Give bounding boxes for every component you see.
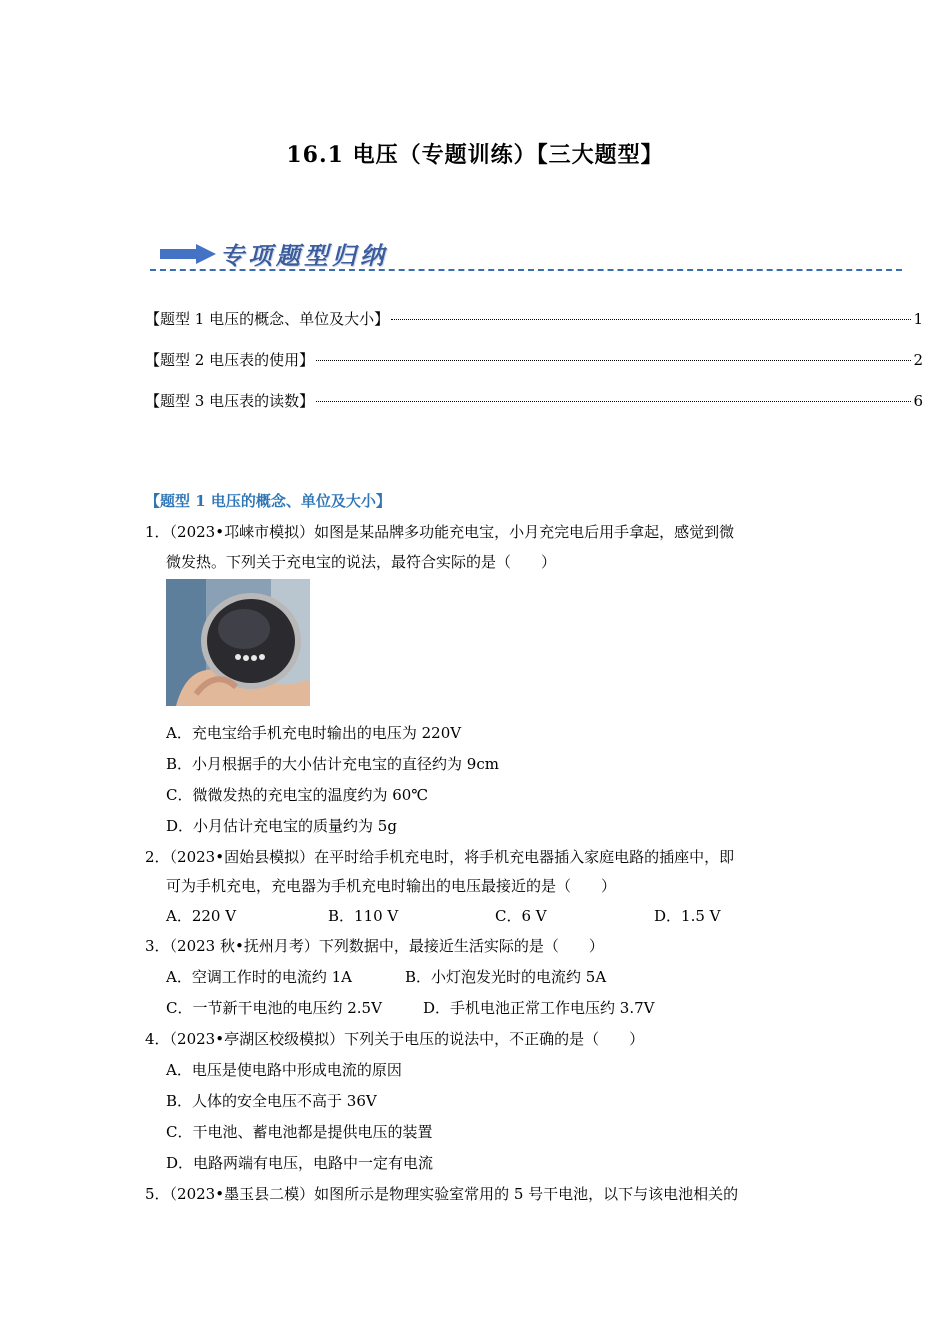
toc-entry-3[interactable] — [145, 390, 923, 412]
question-3-stem: 3．（2023 秋•抚州月考）下列数据中，最接近生活实际的是（ ） — [145, 937, 604, 955]
toc-leader-dots — [316, 360, 911, 361]
toc-page-number: 2 — [913, 351, 923, 369]
page-title: 16.1 电压（专题训练）【三大题型】 — [286, 142, 664, 168]
question-4-option-b[interactable]: B．人体的安全电压不高于 36V — [166, 1092, 377, 1110]
question-1-option-c[interactable]: C．微微发热的充电宝的温度约为 60℃ — [166, 786, 429, 804]
question-2-stem-cont: 可为手机充电，充电器为手机充电时输出的电压最接近的是（ ） — [166, 877, 617, 895]
banner-divider — [150, 269, 902, 271]
toc-page-number: 1 — [913, 310, 923, 328]
question-4-option-d[interactable]: D．电路两端有电压，电路中一定有电流 — [166, 1154, 434, 1172]
toc-entry-label[interactable]: 【题型 3 电压表的读数】 — [145, 392, 315, 410]
question-2-option-b[interactable]: B．110 V — [328, 907, 399, 925]
question-4-option-c[interactable]: C．干电池、蓄电池都是提供电压的装置 — [166, 1123, 433, 1141]
arrow-right-icon — [160, 244, 216, 264]
question-2-option-a[interactable]: A．220 V — [166, 907, 237, 925]
question-3-option-b[interactable]: B．小灯泡发光时的电流约 5A — [405, 968, 607, 986]
question-3-option-a[interactable]: A．空调工作时的电流约 1A — [166, 968, 352, 986]
question-2-option-c[interactable]: C．6 V — [495, 907, 547, 925]
question-1-option-b[interactable]: B．小月根据手的大小估计充电宝的直径约为 9cm — [166, 755, 499, 773]
toc-entry-1[interactable] — [145, 308, 923, 330]
section-heading: 【题型 1 电压的概念、单位及大小】 — [145, 492, 391, 510]
question-4-option-a[interactable]: A．电压是使电路中形成电流的原因 — [166, 1061, 402, 1079]
toc-page-number: 6 — [913, 392, 923, 410]
question-1-stem-cont: 微发热。下列关于充电宝的说法，最符合实际的是（ ） — [166, 553, 557, 571]
toc-entry-label[interactable]: 【题型 1 电压的概念、单位及大小】 — [145, 310, 390, 328]
question-4-stem: 4．（2023•亭湖区校级模拟）下列关于电压的说法中，不正确的是（ ） — [145, 1030, 645, 1048]
question-3-option-c[interactable]: C．一节新干电池的电压约 2.5V — [166, 999, 382, 1017]
toc-leader-dots — [316, 401, 911, 402]
question-1-stem: 1．（2023•邛崃市模拟）如图是某品牌多功能充电宝，小月充完电后用手拿起，感觉到微 — [145, 523, 735, 541]
question-1-option-a[interactable]: A．充电宝给手机充电时输出的电压为 220V — [166, 724, 462, 742]
toc-leader-dots — [391, 319, 911, 320]
question-2-option-d[interactable]: D．1.5 V — [654, 907, 721, 925]
question-3-option-d[interactable]: D．手机电池正常工作电压约 3.7V — [423, 999, 655, 1017]
question-5-stem: 5．（2023•墨玉县二模）如图所示是物理实验室常用的 5 号干电池，以下与该电池相关的 — [145, 1185, 739, 1203]
toc-entry-2[interactable] — [145, 349, 923, 371]
question-1-option-d[interactable]: D．小月估计充电宝的质量约为 5g — [166, 817, 397, 835]
power-bank-photo — [166, 579, 310, 706]
question-2-stem: 2．（2023•固始县模拟）在平时给手机充电时，将手机充电器插入家庭电路的插座中，即 — [145, 848, 735, 866]
section-banner — [150, 236, 902, 276]
toc-entry-label[interactable]: 【题型 2 电压表的使用】 — [145, 351, 315, 369]
power-bank-illustration — [166, 579, 310, 706]
banner-title: 专项题型归纳 — [220, 242, 388, 270]
